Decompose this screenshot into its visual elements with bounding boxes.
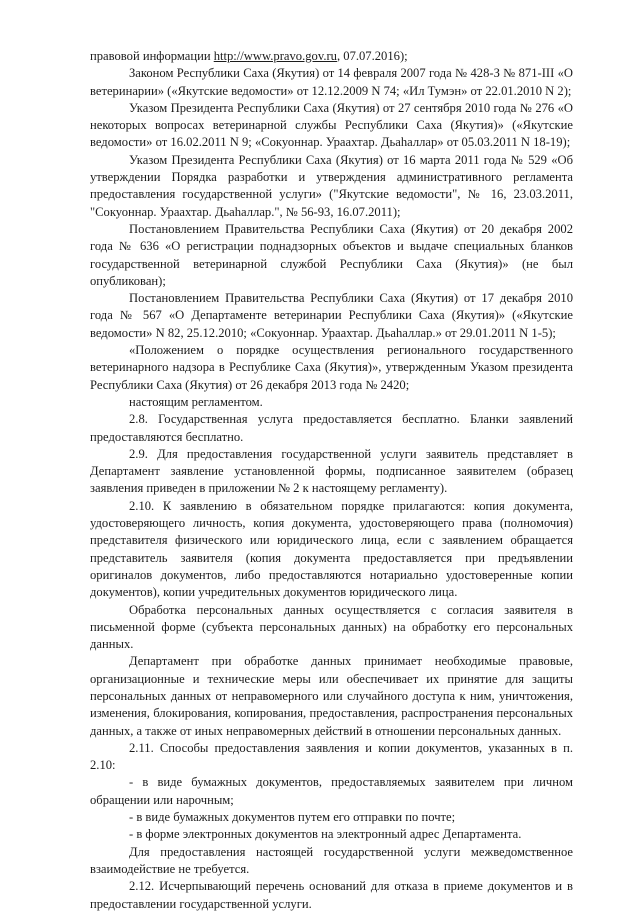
paragraph-legal-info-continuation	[90, 48, 573, 65]
paragraph-section-2-11: 2.11. Способы предоставления заявления и копии документов, указанных в п. 2.10:	[90, 740, 573, 773]
paragraph-section-2-8: 2.8. Государственная услуга предоставляется бесплатно. Бланки заявлений предоставляются бесплатно.	[90, 412, 573, 444]
paragraph-personal-data-consent: Обработка персональных данных осуществляется с согласия заявителя в письменной форме (субъекта персональных данных) на обработку его персональных данных.	[90, 602, 573, 652]
list-item-paper-in-person: - в виде бумажных документов, предоставляемых заявителем при личном обращении или нарочным;	[90, 775, 573, 807]
paragraph-no-interagency: Для предоставления настоящей государственной услуги межведомственное взаимодействие не требуется.	[90, 844, 573, 876]
paragraph-this-regulation: настоящим регламентом.	[129, 394, 263, 409]
paragraph-decree-276: Указом Президента Республики Саха (Якутия) от 27 сентября 2010 года № 276 «О некоторых вопросах ветеринарной службы Республики Саха (Якутия)» («Якутские ведомости» от 16.02.2011 N 9; «Сокуоннар. Ураахтар. Дьаһаллар» от 05.03.2011 N 18-19);	[90, 100, 573, 150]
paragraph-law-veterinary: Законом Республики Саха (Якутия) от 14 февраля 2007 года № 428-З № 871-III «О ветеринарии» («Якутские ведомости» от 12.12.2009 N 74; «Ил Тумэн» от 22.01.2010 N 2);	[90, 66, 573, 98]
paragraph-personal-data-protection: Департамент при обработке данных принимает необходимые правовые, организационные и технические меры или обеспечивает их принятие для защиты персональных данных от неправомерного или случайного доступа к ним, уничтожения, изменения, блокирования, копирования, предоставления, распространения персональных данных, а также от иных неправомерных действий в отношении персональных данных.	[90, 654, 573, 738]
paragraph-resolution-567: Постановлением Правительства Республики Саха (Якутия) от 17 декабря 2010 года № 567 «О Департаменте ветеринарии Республики Саха (Якутия)» («Якутские ведомости» N 82, 25.12.2010; «Сокуоннар. Ураахтар. Дьаһаллар.» от 29.01.2011 N 1-5);	[90, 291, 573, 340]
paragraph-text: , 07.07.2016);	[336, 49, 408, 63]
paragraph-supervision-regulation: «Положением о порядке осуществления регионального государственного ветеринарного надзора в Республике Саха (Якутия)», утвержденным Указом президента Республики Саха (Якутия) от 26 декабря 2013 года № 2420;	[90, 343, 573, 392]
pravo-gov-link[interactable]: http://www.pravo.gov.ru	[213, 49, 337, 63]
paragraph-section-2-9: 2.9. Для предоставления государственной услуги заявитель представляет в Департамент заявление установленной формы, подписанное заявителем (образец заявления приведен в приложении № 2 к настоящему регламенту).	[90, 446, 573, 496]
paragraph-resolution-636: Постановлением Правительства Республики Саха (Якутия) от 20 декабря 2002 года № 636 «О регистрации поднадзорных объектов и выдаче специальных бланков государственной ветеринарной службой Республики Саха (Якутия)» (не был опубликован);	[90, 221, 573, 288]
paragraph-section-2-10: 2.10. К заявлению в обязательном порядке прилагаются: копия документа, удостоверяющего личность, копия документа, удостоверяющего права (полномочия) представителя физического или юридического лица, если с заявлением обращается представитель заявителя (копия документа предоставляется при предъявлении оригиналов документов, либо предоставляются нотариально удостоверенные копии документов), копии учредительных документов юридического лица.	[90, 498, 573, 600]
paragraph-decree-529: Указом Президента Республики Саха (Якутия) от 16 марта 2011 года № 529 «Об утверждении Порядка разработки и утверждения административного регламента предоставления государственной услуги» ("Якутские ведомости", № 16, 23.03.2011, "Сокуоннар. Ураахтар. Дьаһаллар.", № 56-93, 16.07.2011);	[90, 152, 573, 219]
list-item-electronic: - в форме электронных документов на электронный адрес Департамента.	[129, 827, 522, 842]
paragraph-text: правовой информации	[90, 49, 214, 63]
list-item-paper-by-mail: - в виде бумажных документов путем его отправки по почте;	[129, 810, 456, 825]
paragraph-section-2-12: 2.12. Исчерпывающий перечень оснований для отказа в приеме документов и в предоставлении государственной услуги.	[90, 879, 573, 911]
